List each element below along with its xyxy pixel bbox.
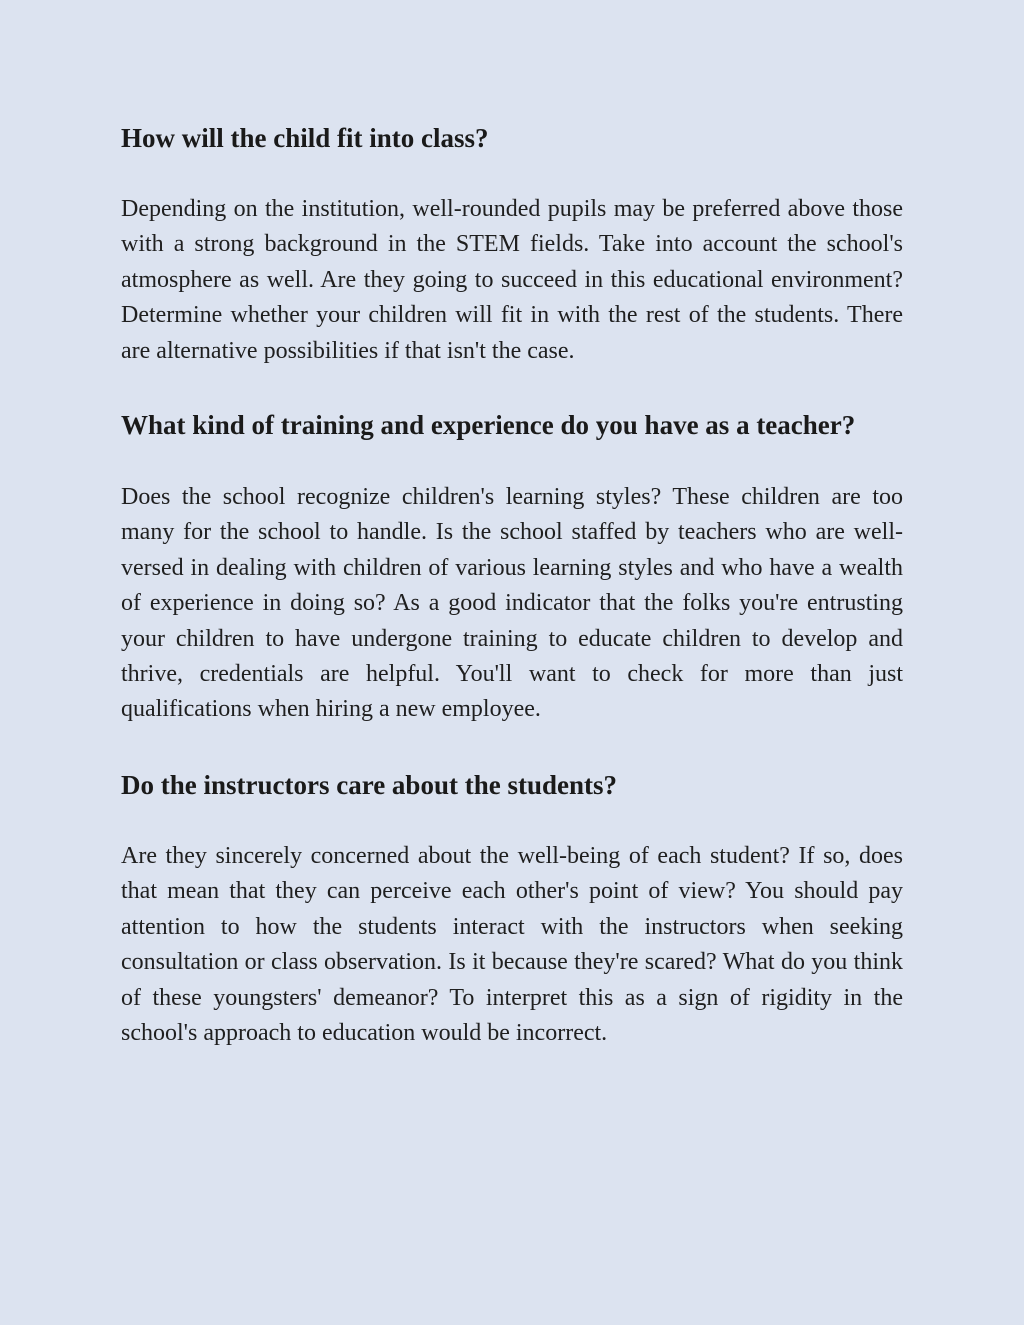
section-paragraph-instructors-care: Are they sincerely concerned about the well-being of each student? If so, does that mean that they can perceive each other's point of view? You should pay attention to how the students interact with the instructors when seeking consultation or class observation. Is it because they're scared? What do you think of these youngsters' demeanor? To interpret this as a sign of rigidity in the school's approach to education would be incorrect. — [121, 842, 903, 1046]
section-heading-teacher-training: What kind of training and experience do you have as a teacher? — [121, 410, 856, 441]
section-heading-instructors-care: Do the instructors care about the students? — [121, 769, 617, 800]
section-heading-child-fit: How will the child fit into class? — [121, 123, 489, 153]
section-paragraph-teacher-training: Does the school recognize children's learning styles? These children are too many for the school to handle. Is the school staffed by teachers who are well-versed in dealing with children of various learning styles and who have a wealth of experience in doing so? As a good indicator that the folks you're entrusting your children to have undergone training to educate children to develop and thrive, credentials are helpful. You'll want to check for more than just qualifications when hiring a new employee. — [121, 484, 903, 723]
section-paragraph-child-fit: Depending on the institution, well-rounded pupils may be preferred above those with a strong background in the STEM fields. Take into account the school's atmosphere as well. Are they going to succeed in this educational environment? Determine whether your children will fit in with the rest of the students. There are alternative possibilities if that isn't the case. — [121, 196, 903, 364]
